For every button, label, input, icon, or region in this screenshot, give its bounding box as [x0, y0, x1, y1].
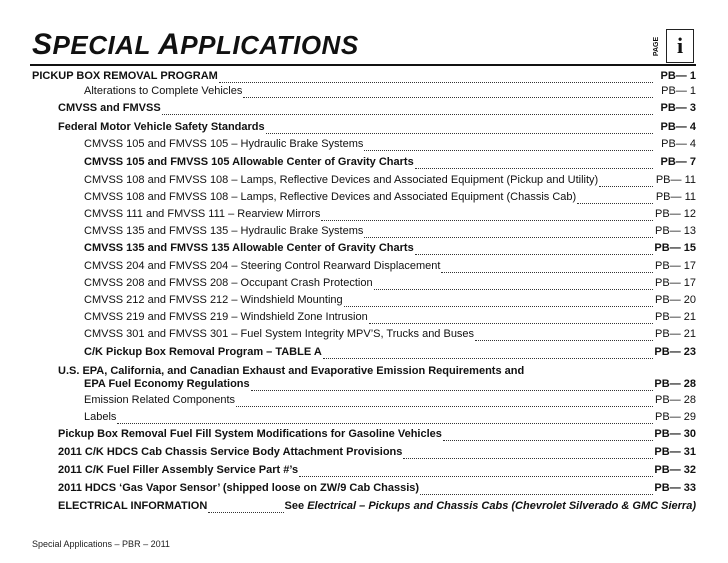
toc-entry-alterations[interactable]: Alterations to Complete Vehicles PB— 1	[84, 85, 696, 97]
toc-entry-gas-vapor-sensor[interactable]: 2011 HDCS ‘Gas Vapor Sensor’ (shipped loose on ZW/9 Cab Chassis) PB— 33	[58, 482, 696, 494]
toc-entry-105-brakes[interactable]: CMVSS 105 and FMVSS 105 – Hydraulic Brake Systems PB— 4	[84, 138, 696, 150]
toc-entry-135-cog-charts[interactable]: CMVSS 135 and FMVSS 135 Allowable Center of Gravity Charts PB— 15	[84, 242, 696, 254]
dot-leader	[323, 349, 653, 359]
dot-leader	[208, 503, 283, 513]
page-footer: Special Applications – PBR – 2011	[32, 539, 170, 549]
dot-leader	[219, 73, 653, 83]
dot-leader	[441, 263, 653, 273]
toc-entry-fuel-fill-modifications[interactable]: Pickup Box Removal Fuel Fill System Modifications for Gasoline Vehicles PB— 30	[58, 428, 696, 440]
dot-leader	[266, 124, 653, 134]
toc-entry-135-brakes[interactable]: CMVSS 135 and FMVSS 135 – Hydraulic Brake Systems PB— 13	[84, 225, 696, 237]
page-tab-label: PAGE	[653, 36, 661, 56]
dot-leader	[321, 211, 653, 221]
toc-entry-108-pickup[interactable]: CMVSS 108 and FMVSS 108 – Lamps, Reflective Devices and Associated Equipment (Pickup and Utility) PB— 11	[84, 174, 696, 186]
dot-leader	[599, 177, 653, 187]
page-number-box: i	[666, 29, 694, 63]
dot-leader	[243, 88, 653, 98]
see-reference: Electrical – Pickups and Chassis Cabs (Chevrolet Silverado & GMC Sierra)	[307, 500, 696, 512]
toc-entry-electrical-information[interactable]: ELECTRICAL INFORMATION See Electrical – Pickups and Chassis Cabs (Chevrolet Silverado & GMC Sierra)	[58, 500, 696, 512]
dot-leader	[117, 414, 653, 424]
dot-leader	[415, 159, 653, 169]
dot-leader	[443, 431, 653, 441]
dot-leader	[369, 314, 653, 324]
toc-entry-108-chassis[interactable]: CMVSS 108 and FMVSS 108 – Lamps, Reflective Devices and Associated Equipment (Chassis Cab) PB— 11	[84, 191, 696, 203]
toc-entry-301-fuel[interactable]: CMVSS 301 and FMVSS 301 – Fuel System Integrity MPV’S, Trucks and Buses PB— 21	[84, 328, 696, 340]
toc-entry-105-cog-charts[interactable]: CMVSS 105 and FMVSS 105 Allowable Center of Gravity Charts PB— 7	[84, 156, 696, 168]
toc-entry-208-occupant[interactable]: CMVSS 208 and FMVSS 208 – Occupant Crash Protection PB— 17	[84, 277, 696, 289]
toc-entry-pickup-box-removal-program[interactable]: PICKUP BOX REMOVAL PROGRAM PB— 1	[32, 70, 696, 82]
dot-leader	[364, 141, 653, 151]
header-divider	[30, 64, 696, 66]
dot-leader	[344, 297, 653, 307]
toc-entry-fuel-filler-parts[interactable]: 2011 C/K Fuel Filler Assembly Service Part #’s PB— 32	[58, 464, 696, 476]
dot-leader	[162, 105, 653, 115]
toc-entry-epa-heading: U.S. EPA, California, and Canadian Exhaust and Evaporative Emission Requirements and	[58, 365, 525, 377]
toc-entry-cmvss-fmvss[interactable]: CMVSS and FMVSS PB— 3	[58, 102, 696, 114]
dot-leader	[403, 449, 653, 459]
toc-entry-table-a[interactable]: C/K Pickup Box Removal Program – TABLE A PB— 23	[84, 346, 696, 358]
page-title: SPECIAL APPLICATIONS	[32, 28, 359, 61]
dot-leader	[251, 381, 653, 391]
dot-leader	[415, 245, 653, 255]
toc-entry-labels[interactable]: Labels PB— 29	[84, 411, 696, 423]
dot-leader	[374, 280, 653, 290]
toc-entry-emission-components[interactable]: Emission Related Components PB— 28	[84, 394, 696, 406]
toc-entry-111-mirrors[interactable]: CMVSS 111 and FMVSS 111 – Rearview Mirrors PB— 12	[84, 208, 696, 220]
toc-entry-212-windshield[interactable]: CMVSS 212 and FMVSS 212 – Windshield Mounting PB— 20	[84, 294, 696, 306]
toc-entry-federal-standards[interactable]: Federal Motor Vehicle Safety Standards PB— 4	[58, 121, 696, 133]
dot-leader	[420, 485, 653, 495]
toc-entry-204-steering[interactable]: CMVSS 204 and FMVSS 204 – Steering Control Rearward Displacement PB— 17	[84, 260, 696, 272]
toc-entry-hdcs-body-attachment[interactable]: 2011 C/K HDCS Cab Chassis Service Body Attachment Provisions PB— 31	[58, 446, 696, 458]
toc-entry-219-zone[interactable]: CMVSS 219 and FMVSS 219 – Windshield Zone Intrusion PB— 21	[84, 311, 696, 323]
toc-entry-epa-fuel-economy[interactable]: EPA Fuel Economy Regulations PB— 28	[84, 378, 696, 390]
dot-leader	[364, 228, 653, 238]
dot-leader	[475, 331, 653, 341]
dot-leader	[236, 397, 653, 407]
dot-leader	[577, 194, 653, 204]
dot-leader	[299, 467, 653, 477]
